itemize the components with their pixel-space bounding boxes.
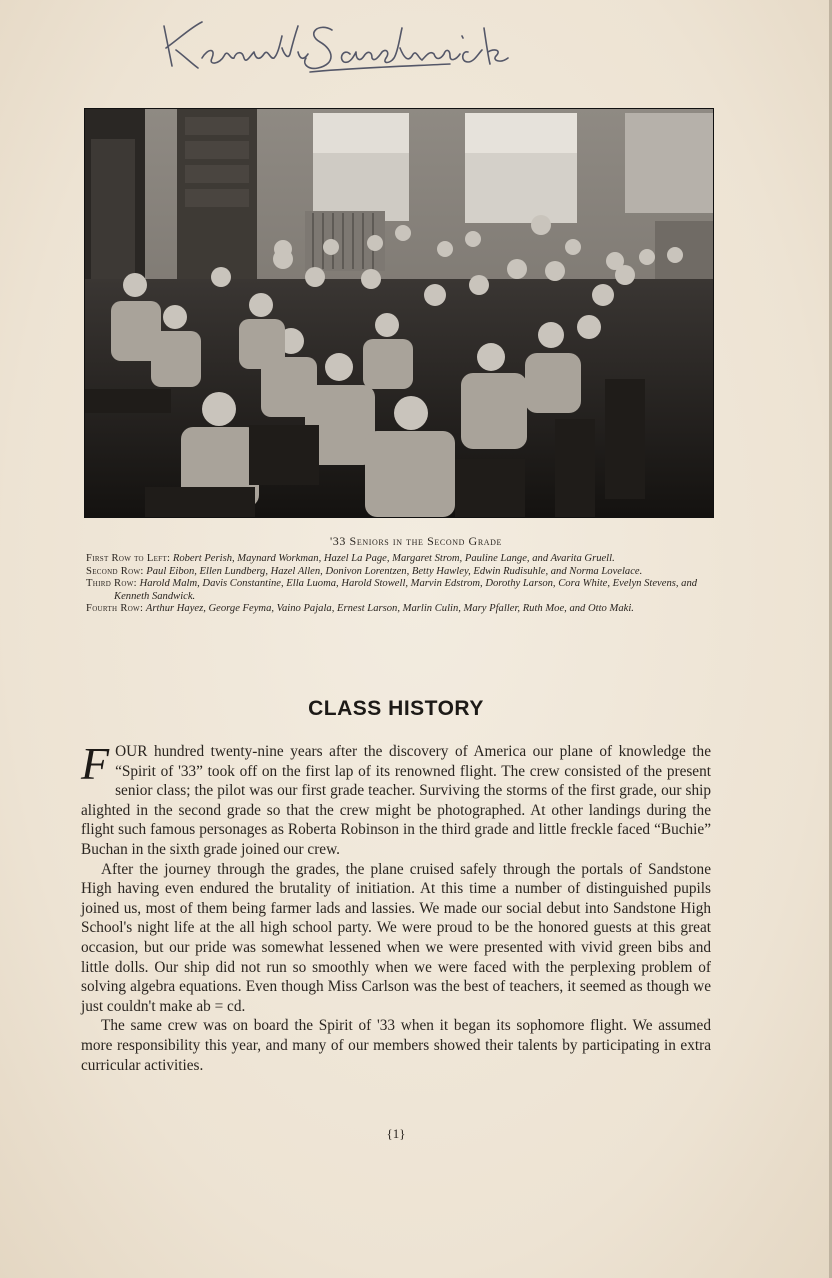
paragraph-2: After the journey through the grades, the plane cruised safely through the portals of Sandstone High having even endured the brutality of initiation. At this time a number of distinguished pupils joined us, most of them being farmer lads and lassies. We made our social debut into Sandstone High School's night life at the all high school party. We were proud to be the honored guests at this great occasion, but our pride was somewhat lessened when we were presented with vivid green bibs and little dolls. Our ship did not run so smoothly when we were faced with the perplexing problem of solving algebra equations. Even though Miss Carlson was the best of teachers, it seemed as though we just couldn't make ab = cd. bbox=[81, 860, 711, 1015]
roster-row-label: Second Row: bbox=[86, 565, 144, 577]
drop-cap: F bbox=[81, 738, 110, 789]
student-roster bbox=[86, 553, 712, 616]
roster-row-label: First Row to Left: bbox=[86, 553, 171, 564]
paragraph-3: The same crew was on board the Spirit of '33 when it began its sophomore flight. We assumed more responsibility this year, and many of our members showed their talents by participating in extra curricular activities. bbox=[81, 1017, 711, 1074]
roster-row bbox=[86, 566, 712, 579]
paragraph-1 bbox=[81, 738, 711, 860]
roster-row-label: Fourth Row: bbox=[86, 603, 144, 615]
photo-caption: '33 Seniors in the Second Grade bbox=[330, 534, 502, 548]
section-heading: CLASS HISTORY bbox=[308, 697, 484, 720]
roster-row bbox=[86, 578, 712, 603]
roster-row bbox=[86, 603, 712, 616]
class-history-text bbox=[81, 738, 711, 1075]
classroom-photo-image bbox=[85, 109, 713, 517]
roster-row-label: Third Row: bbox=[86, 578, 137, 590]
handwritten-signature bbox=[150, 8, 570, 78]
roster-row bbox=[86, 553, 712, 566]
roster-row-names: Paul Eibon, Ellen Lundberg, Hazel Allen, Donivon Lorentzen, Betty Hawley, Edwin Rudisuhle, and Norma Lovelace. bbox=[146, 565, 643, 577]
roster-row-names: Harold Malm, Davis Constantine, Ella Luoma, Harold Stowell, Marvin Edstrom, Dorothy Larson, Cora White, Evelyn Stevens, and Kenneth Sandwick. bbox=[114, 578, 698, 602]
roster-row-names: Robert Perish, Maynard Workman, Hazel La Page, Margaret Strom, Pauline Lange, and Avarita Gruell. bbox=[172, 553, 615, 564]
paragraph-1-text: OUR hundred twenty-nine years after the discovery of America our plane of knowledge the “Spirit of '33” took off on the first lap of its renowned flight. The crew consisted of the present senior class; the pilot was our first grade teacher. Surviving the storms of the first grade, our ship alighted in the second grade so that the crew might be photographed. At other landings during the flight such famous personages as Roberta Robinson in the third grade and little freckle faced “Buchie” Buchan in the sixth grade joined our crew. bbox=[81, 743, 711, 858]
class-photo bbox=[84, 108, 714, 518]
roster-row-names: Arthur Hayez, George Feyma, Vaino Pajala, Ernest Larson, Marlin Culin, Mary Pfaller, Ruth Moe, and Otto Maki. bbox=[145, 603, 634, 615]
page-number: {1} bbox=[386, 1126, 406, 1141]
